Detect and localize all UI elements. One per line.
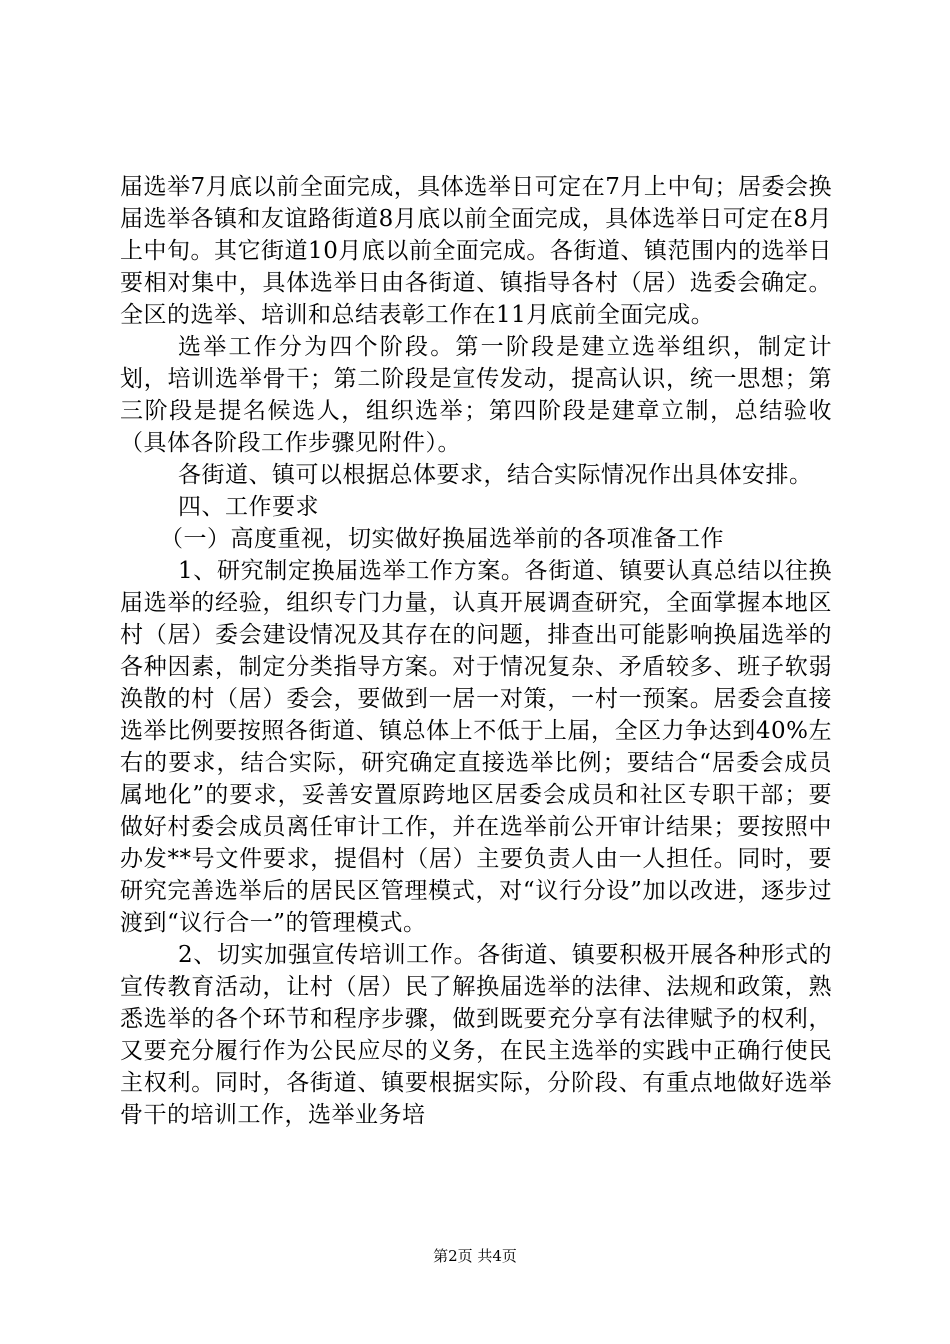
- paragraph-6: 1、研究制定换届选举工作方案。各街道、镇要认真总结以往换届选举的经验，组织专门力量，认真开展调查研究，全面掌握本地区村（居）委会建设情况及其存在的问题，排查出可能影响换届选举的各种因素，制定分类指导方案。对于情况复杂、矛盾较多、班子软弱涣散的村（居）委会，要做到一居一对策，一村一预案。居委会直接选举比例要按照各街道、镇总体上不低于上届，全区力争达到40%左右的要求，结合实际，研究确定直接选举比例；要结合“居委会成员属地化”的要求，妥善安置原跨地区居委会成员和社区专职干部；要做好村委会成员离任审计工作，并在选举前公开审计结果；要按照中办发**号文件要求，提倡村（居）主要负责人由一人担任。同时，要研究完善选举后的居民区管理模式，对“议行分设”加以改进，逐步过渡到“议行合一”的管理模式。: [120, 558, 832, 936]
- page-number-footer: 第2页 共4页: [433, 1247, 517, 1265]
- paragraph-7: 2、切实加强宣传培训工作。各街道、镇要积极开展各种形式的宣传教育活动，让村（居）民了解换届选举的法律、法规和政策，熟悉选举的各个环节和程序步骤，做到既要充分享有法律赋予的权利，又要充分履行作为公民应尽的义务，在民主选举的实践中正确行使民主权利。同时，各街道、镇要根据实际，分阶段、有重点地做好选举骨干的培训工作，选举业务培: [120, 942, 832, 1128]
- paragraph-3: 各街道、镇可以根据总体要求，结合实际情况作出具体安排。: [178, 462, 813, 488]
- document-body: [120, 171, 832, 1131]
- paragraph-2: 选举工作分为四个阶段。第一阶段是建立选举组织，制定计划，培训选举骨干；第二阶段是宣传发动，提高认识，统一思想；第三阶段是提名候选人，组织选举；第四阶段是建章立制，总结验收（具体各阶段工作步骤见附件）。: [120, 334, 832, 456]
- section-heading: 四、工作要求: [178, 494, 319, 520]
- paragraph-1: 届选举7月底以前全面完成，具体选举日可定在7月上中旬；居委会换届选举各镇和友谊路街道8月底以前全面完成，具体选举日可定在8月上中旬。其它街道10月底以前全面完成。各街道、镇范围内的选举日要相对集中，具体选举日由各街道、镇指导各村（居）选委会确定。全区的选举、培训和总结表彰工作在11月底前全面完成。: [120, 174, 832, 328]
- subsection-heading: （一）高度重视，切实做好换届选举前的各项准备工作: [160, 526, 724, 552]
